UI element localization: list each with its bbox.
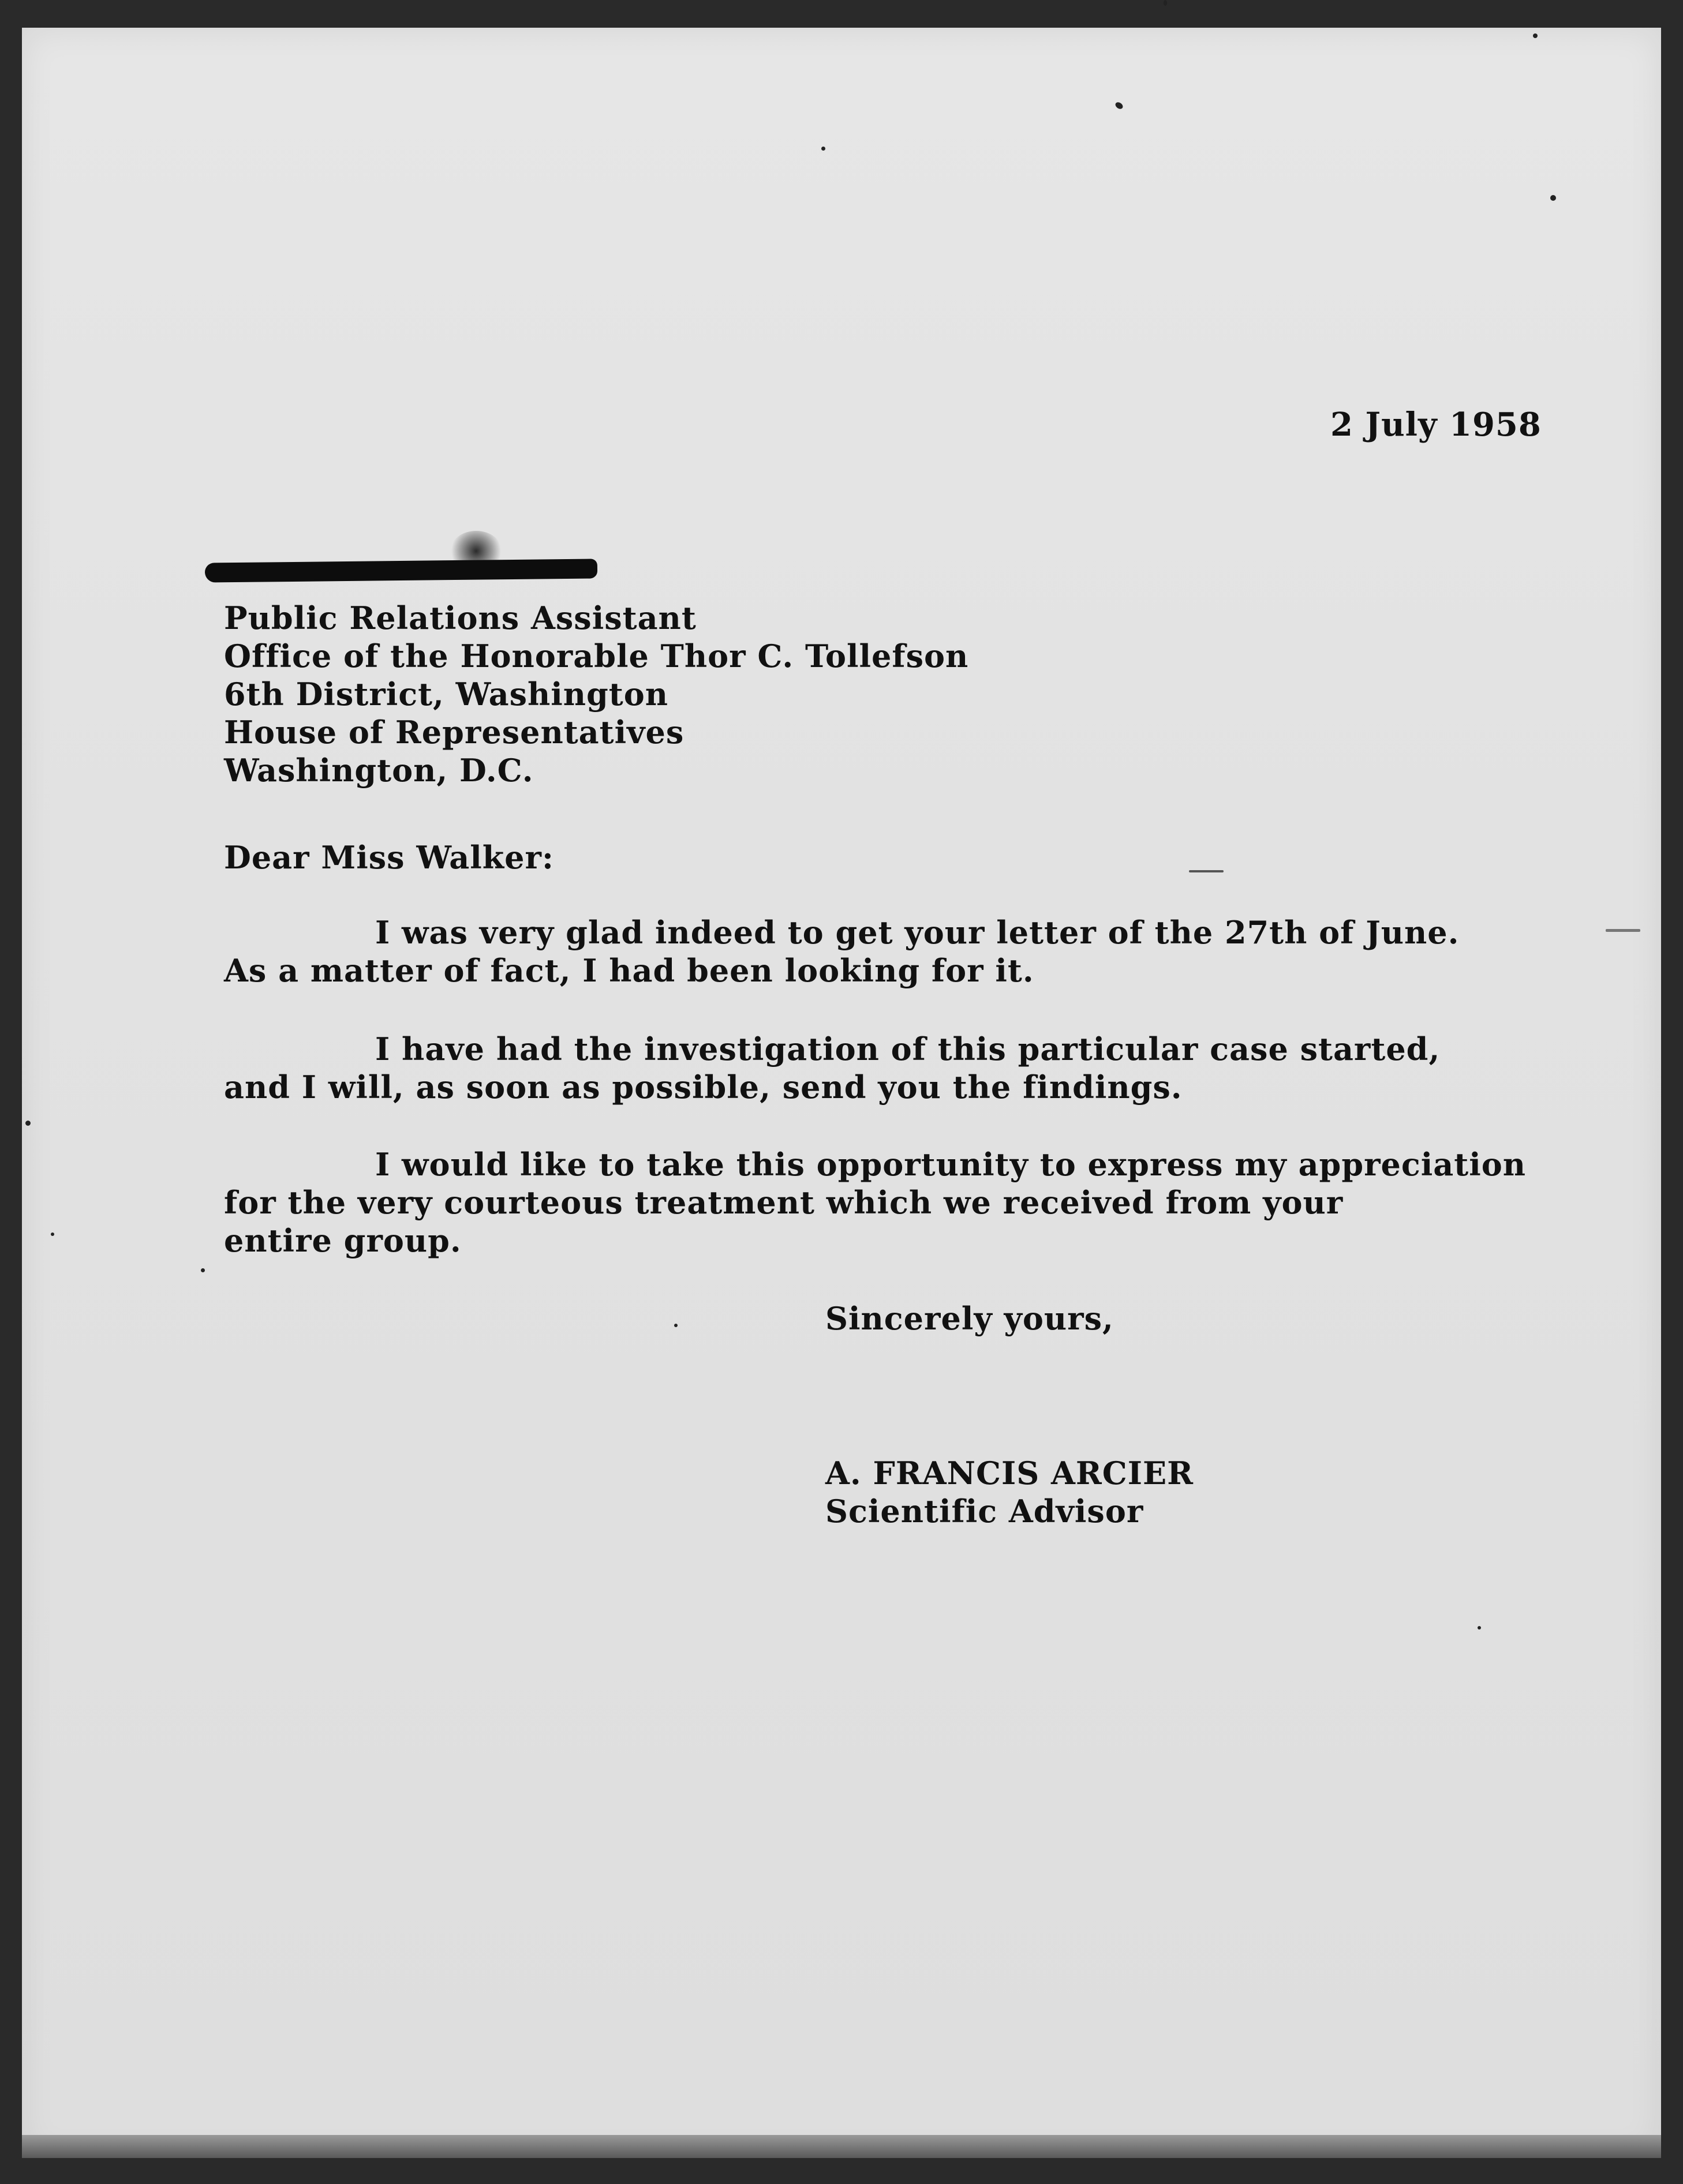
scan-speck xyxy=(1164,0,1167,6)
letter-date: 2 July 1958 xyxy=(1330,406,1542,444)
scan-speck xyxy=(1189,870,1224,872)
recipient-line: Office of the Honorable Thor C. Tollefson xyxy=(224,638,969,675)
paragraph-line: for the very courteous treatment which we received from your xyxy=(224,1184,1344,1221)
paragraph-line: entire group. xyxy=(224,1222,462,1259)
scan-speck xyxy=(1550,195,1556,201)
paragraph-line: and I will, as soon as possible, send you the findings. xyxy=(224,1069,1183,1106)
scan-speck xyxy=(1533,33,1538,38)
scan-edge-band xyxy=(22,2135,1661,2158)
scan-speck xyxy=(201,1268,205,1272)
salutation: Dear Miss Walker: xyxy=(224,839,554,876)
scan-speck xyxy=(1478,1626,1481,1629)
scan-speck xyxy=(1606,929,1640,932)
closing: Sincerely yours, xyxy=(825,1300,1114,1337)
scan-speck xyxy=(821,147,825,151)
body-paragraph xyxy=(224,913,1459,990)
paragraph-line: I was very glad indeed to get your letter of the 27th of June. xyxy=(375,914,1460,951)
recipient-line: 6th District, Washington xyxy=(224,676,669,713)
recipient-address xyxy=(224,599,968,789)
paragraph-line: As a matter of fact, I had been looking for it. xyxy=(224,952,1034,989)
signer-title: Scientific Advisor xyxy=(825,1493,1144,1530)
body-paragraph xyxy=(224,1145,1526,1260)
redacted-recipient-name xyxy=(205,559,597,582)
body-paragraph xyxy=(224,1030,1440,1106)
scan-speck xyxy=(51,1233,54,1236)
recipient-line: Washington, D.C. xyxy=(224,752,534,789)
scan-speck xyxy=(25,1121,31,1126)
signature-block xyxy=(825,1454,1194,1530)
recipient-line: House of Representatives xyxy=(224,714,685,751)
recipient-line: Public Relations Assistant xyxy=(224,600,697,636)
scan-speck xyxy=(674,1324,678,1327)
paragraph-line: I have had the investigation of this particular case started, xyxy=(375,1031,1441,1067)
signer-name: A. FRANCIS ARCIER xyxy=(825,1455,1194,1492)
paragraph-line: I would like to take this opportunity to express my appreciation xyxy=(375,1146,1526,1183)
